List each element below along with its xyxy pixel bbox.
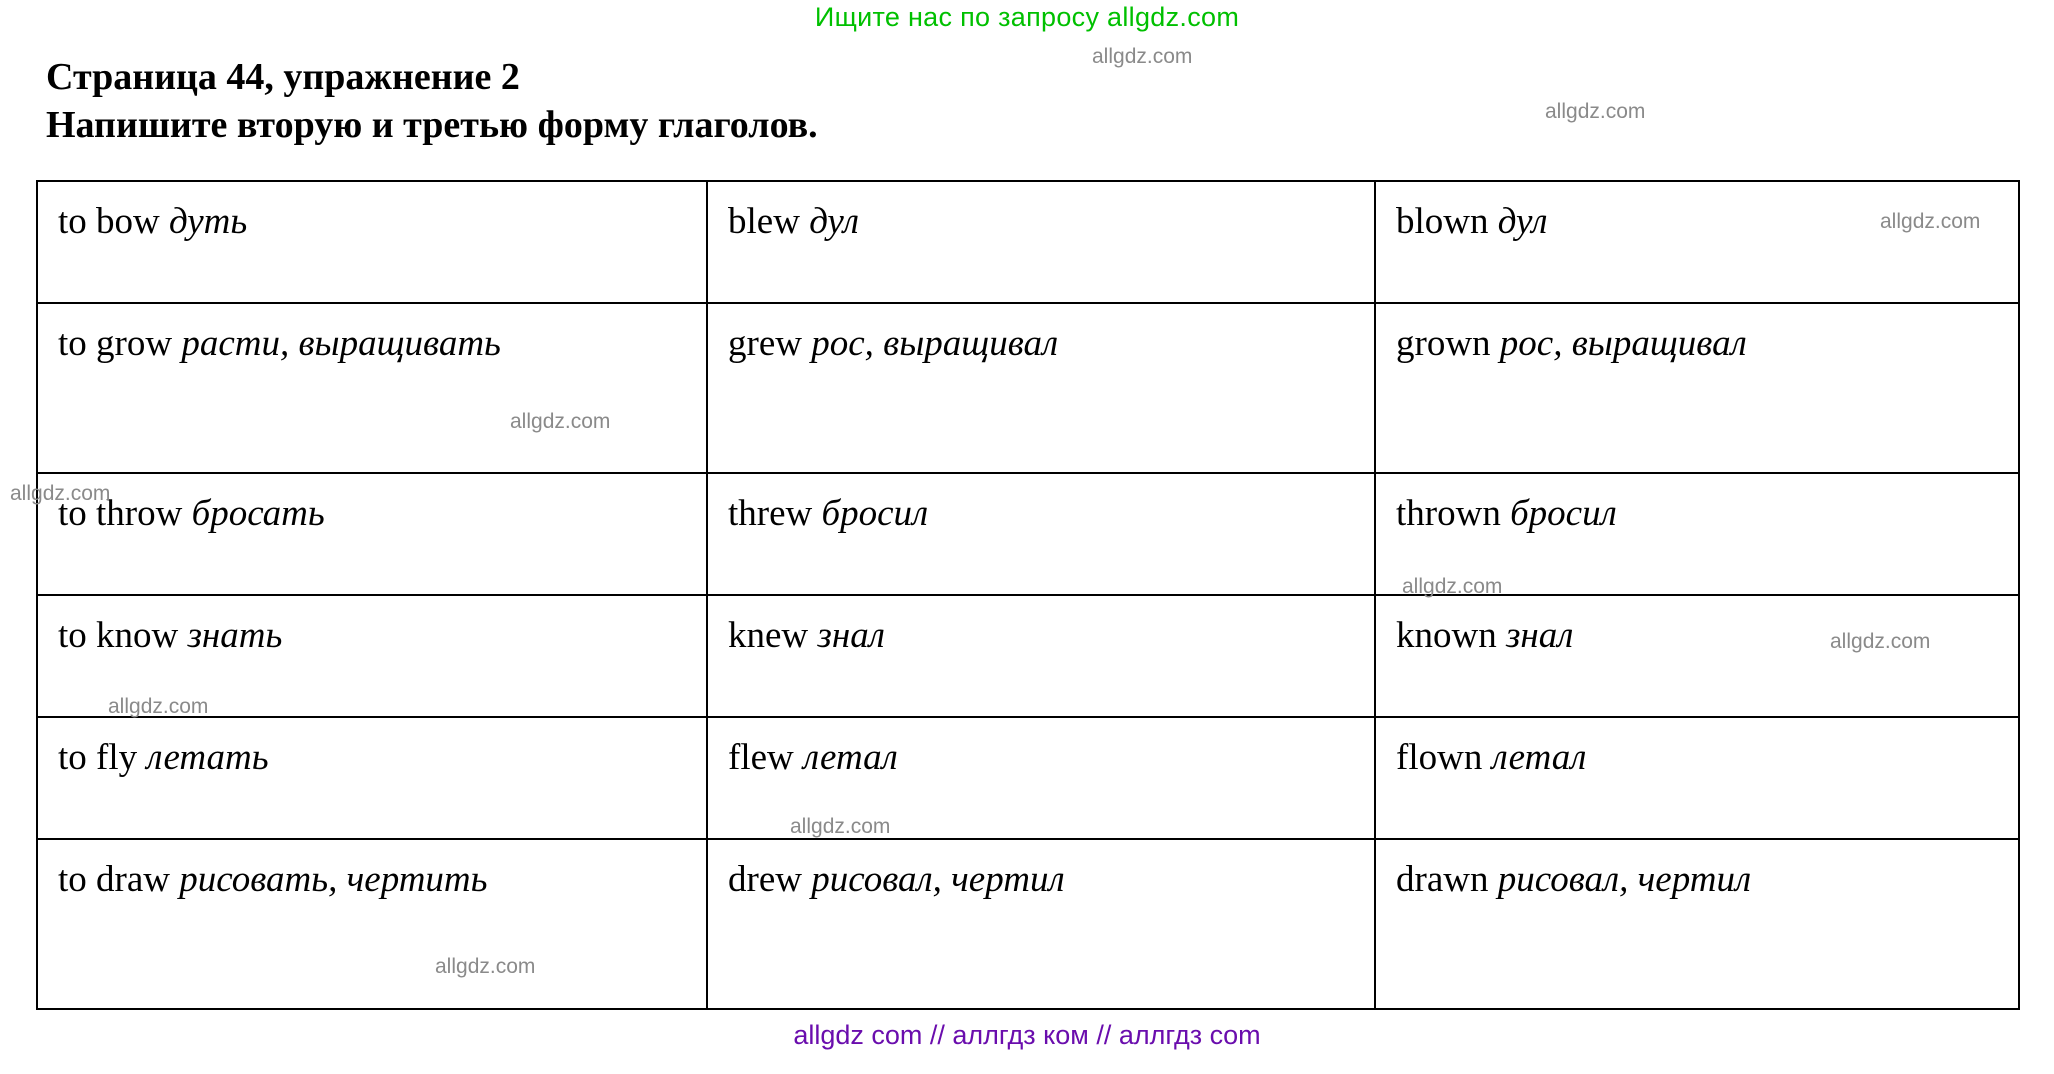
- infinitive-ru: рисовать, чертить: [179, 859, 488, 900]
- past-en: knew: [728, 615, 818, 656]
- past-en: grew: [728, 323, 812, 364]
- watermark: allgdz.com: [1880, 210, 1981, 233]
- watermark: allgdz.com: [10, 482, 111, 505]
- infinitive-ru: дуть: [169, 201, 248, 242]
- cell-infinitive: [37, 595, 707, 717]
- watermark: allgdz.com: [435, 955, 536, 978]
- participle-ru: дул: [1497, 201, 1548, 242]
- participle-en: drawn: [1396, 859, 1498, 900]
- cell-infinitive: [37, 181, 707, 303]
- past-ru: рисовал, чертил: [811, 859, 1065, 900]
- cell-past: [707, 181, 1375, 303]
- infinitive-en: to throw: [58, 493, 192, 534]
- infinitive-ru: расти, выращивать: [181, 323, 501, 364]
- past-ru: рос, выращивал: [811, 323, 1059, 364]
- watermark: allgdz.com: [1545, 100, 1646, 123]
- watermark: allgdz.com: [790, 815, 891, 838]
- table-row: [37, 181, 2019, 303]
- participle-ru: рисовал, чертил: [1497, 859, 1752, 900]
- past-ru: дул: [809, 201, 859, 242]
- cell-past: [707, 717, 1375, 839]
- verb-forms-table: [36, 180, 2020, 1010]
- cell-infinitive: [37, 839, 707, 1009]
- participle-ru: летал: [1491, 737, 1587, 778]
- cell-past: [707, 473, 1375, 595]
- past-ru: летал: [803, 737, 898, 778]
- page-title: Страница 44, упражнение 2: [46, 56, 520, 98]
- promo-banner: Ищите нас по запросу allgdz.com: [814, 2, 1240, 32]
- cell-infinitive: [37, 717, 707, 839]
- past-en: blew: [728, 201, 810, 242]
- infinitive-ru: бросать: [191, 493, 325, 534]
- table-row: [37, 839, 2019, 1009]
- table-row: [37, 717, 2019, 839]
- participle-en: grown: [1396, 323, 1500, 364]
- cell-participle: [1375, 717, 2019, 839]
- cell-participle: [1375, 839, 2019, 1009]
- table-row: [37, 473, 2019, 595]
- infinitive-en: to bow: [58, 201, 169, 242]
- cell-infinitive: [37, 473, 707, 595]
- watermark: allgdz.com: [1402, 575, 1503, 598]
- infinitive-en: to fly: [58, 737, 147, 778]
- past-en: drew: [728, 859, 812, 900]
- table-row: [37, 595, 2019, 717]
- participle-ru: рос, выращивал: [1499, 323, 1747, 364]
- past-ru: бросил: [821, 493, 929, 534]
- footer-links: allgdz com // аллгдз ком // аллгдз com: [793, 1020, 1261, 1050]
- cell-participle: [1375, 181, 2019, 303]
- cell-participle: [1375, 473, 2019, 595]
- participle-en: thrown: [1396, 493, 1511, 534]
- table-row: [37, 303, 2019, 473]
- watermark: allgdz.com: [510, 410, 611, 433]
- infinitive-en: to know: [58, 615, 188, 656]
- participle-ru: знал: [1505, 615, 1574, 656]
- cell-participle: [1375, 595, 2019, 717]
- participle-en: known: [1396, 615, 1506, 656]
- past-en: threw: [728, 493, 822, 534]
- cell-participle: [1375, 303, 2019, 473]
- infinitive-en: to draw: [58, 859, 180, 900]
- infinitive-ru: знать: [187, 615, 283, 656]
- participle-ru: бросил: [1510, 493, 1617, 534]
- infinitive-en: to grow: [58, 323, 182, 364]
- participle-en: flown: [1396, 737, 1492, 778]
- cell-infinitive: [37, 303, 707, 473]
- participle-en: blown: [1396, 201, 1498, 242]
- cell-past: [707, 303, 1375, 473]
- infinitive-ru: летать: [146, 737, 269, 778]
- cell-past: [707, 595, 1375, 717]
- task-instruction: Напишите вторую и третью форму глаголов.: [46, 104, 818, 146]
- watermark: allgdz.com: [1092, 45, 1193, 68]
- cell-past: [707, 839, 1375, 1009]
- past-en: flew: [728, 737, 803, 778]
- watermark: allgdz.com: [108, 695, 209, 718]
- past-ru: знал: [817, 615, 885, 656]
- watermark: allgdz.com: [1830, 630, 1931, 653]
